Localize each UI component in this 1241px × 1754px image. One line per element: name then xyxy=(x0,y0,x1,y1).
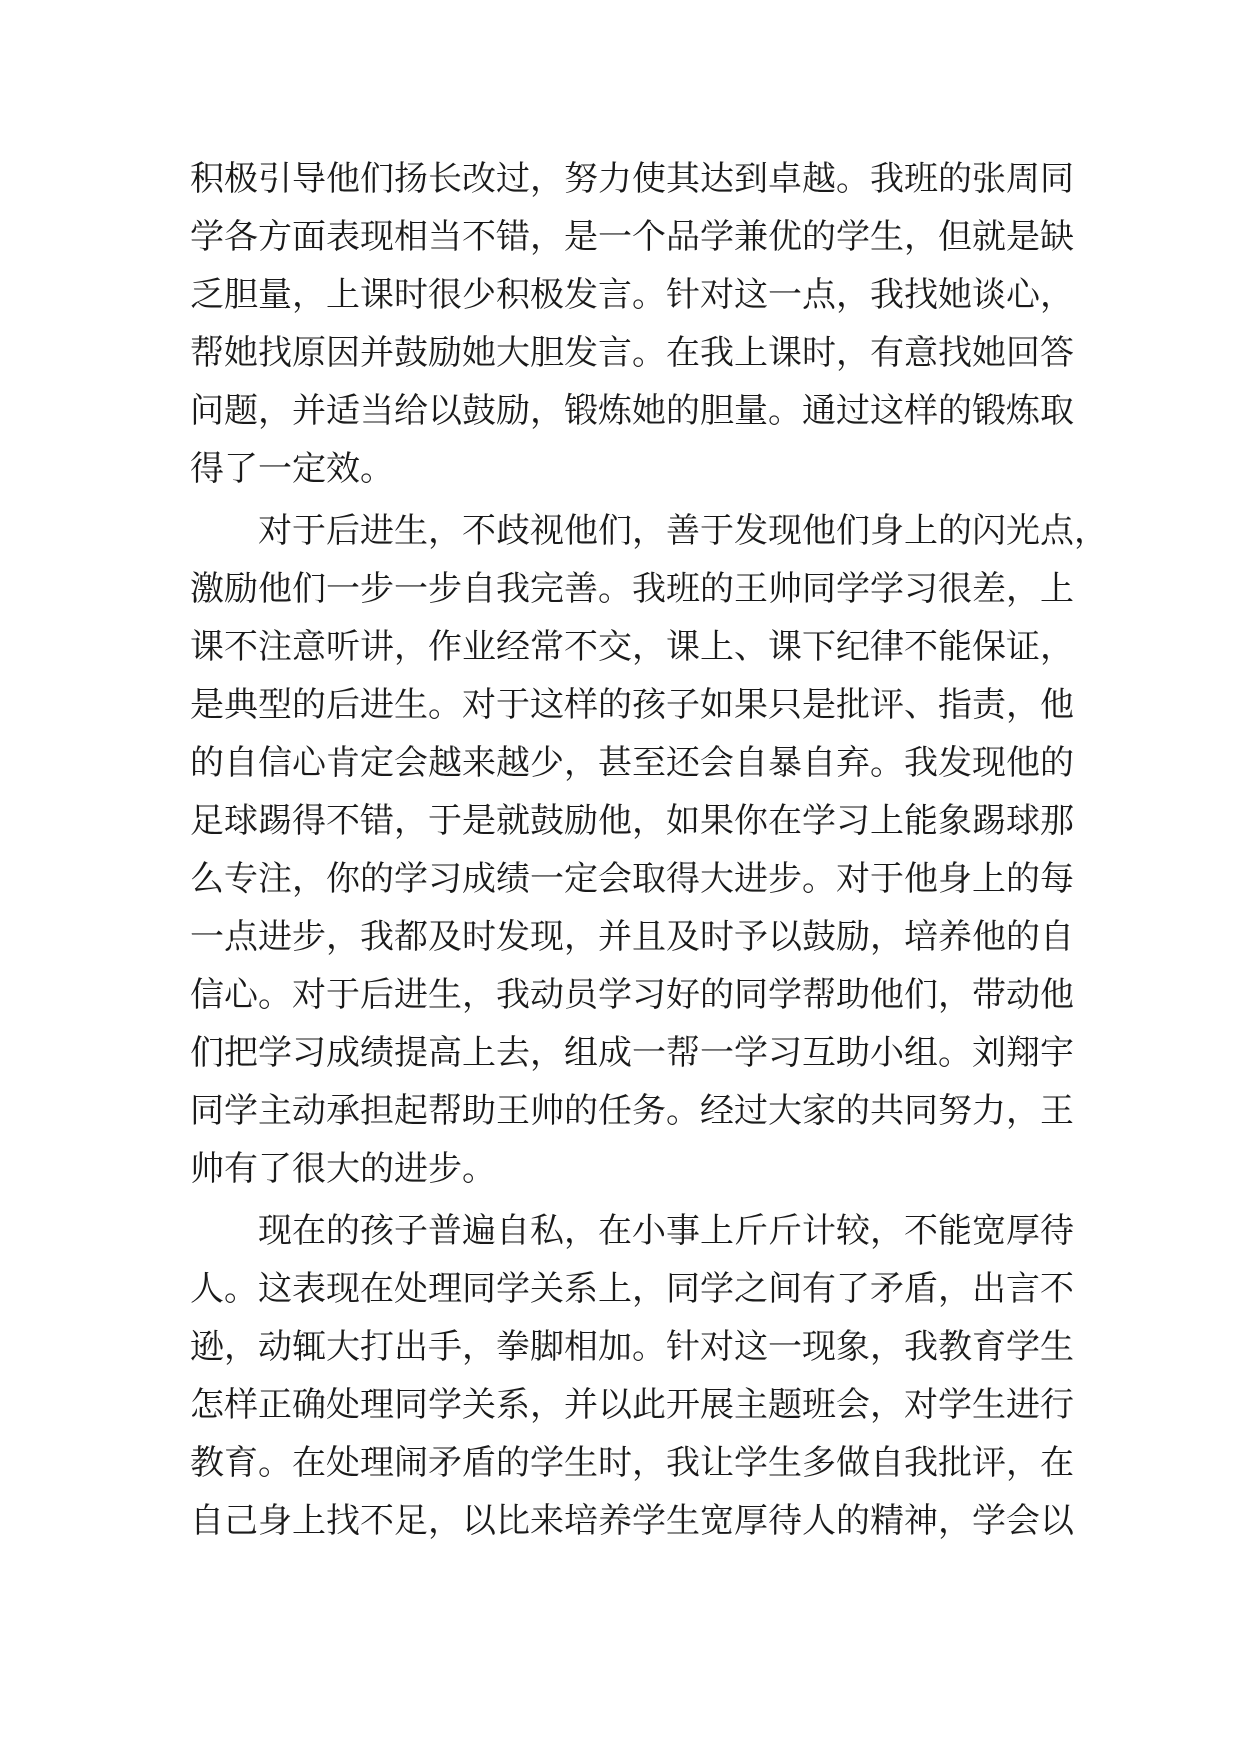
text-line: 教育。在处理闹矛盾的学生时，我让学生多做自我批评，在 xyxy=(190,1443,1074,1483)
text-line: 自己身上找不足，以比来培养学生宽厚待人的精神，学会以 xyxy=(190,1501,1074,1541)
text-line: 人。这表现在处理同学关系上，同学之间有了矛盾，出言不 xyxy=(190,1269,1074,1309)
text-line: 激励他们一步一步自我完善。我班的王帅同学学习很差，上 xyxy=(190,569,1074,609)
text-line: 的自信心肯定会越来越少，甚至还会自暴自弃。我发现他的 xyxy=(190,743,1074,783)
text-line: 么专注，你的学习成绩一定会取得大进步。对于他身上的每 xyxy=(190,859,1074,899)
text-line: 信心。对于后进生，我动员学习好的同学帮助他们，带动他 xyxy=(190,975,1074,1015)
text-line: 现在的孩子普遍自私，在小事上斤斤计较，不能宽厚待 xyxy=(258,1211,1074,1251)
text-line: 足球踢得不错，于是就鼓励他，如果你在学习上能象踢球那 xyxy=(190,801,1074,841)
text-line: 乏胆量，上课时很少积极发言。针对这一点，我找她谈心， xyxy=(190,275,1074,315)
text-line: 逊，动辄大打出手，拳脚相加。针对这一现象，我教育学生 xyxy=(190,1327,1074,1367)
text-line: 一点进步，我都及时发现，并且及时予以鼓励，培养他的自 xyxy=(190,917,1074,957)
text-line: 们把学习成绩提高上去，组成一帮一学习互助小组。刘翔宇 xyxy=(190,1033,1074,1073)
text-line: 同学主动承担起帮助王帅的任务。经过大家的共同努力，王 xyxy=(190,1091,1074,1131)
text-line: 对于后进生，不歧视他们，善于发现他们身上的闪光点， xyxy=(258,511,1108,551)
paragraph-3 xyxy=(190,1202,1074,1550)
body-text xyxy=(190,150,1108,1550)
text-line: 怎样正确处理同学关系，并以此开展主题班会，对学生进行 xyxy=(190,1385,1074,1425)
text-line: 课不注意听讲，作业经常不交，课上、课下纪律不能保证， xyxy=(190,627,1074,667)
text-line: 问题，并适当给以鼓励，锻炼她的胆量。通过这样的锻炼取 xyxy=(190,391,1074,431)
text-line: 积极引导他们扬长改过，努力使其达到卓越。我班的张周同 xyxy=(190,159,1074,199)
text-line: 是典型的后进生。对于这样的孩子如果只是批评、指责，他 xyxy=(190,685,1074,725)
paragraph-1 xyxy=(190,150,1074,498)
text-line: 学各方面表现相当不错，是一个品学兼优的学生，但就是缺 xyxy=(190,217,1074,257)
text-line: 帮她找原因并鼓励她大胆发言。在我上课时，有意找她回答 xyxy=(190,333,1074,373)
text-line: 得了一定效。 xyxy=(190,449,394,489)
paragraph-2 xyxy=(190,502,1108,1198)
text-line: 帅有了很大的进步。 xyxy=(190,1149,496,1189)
